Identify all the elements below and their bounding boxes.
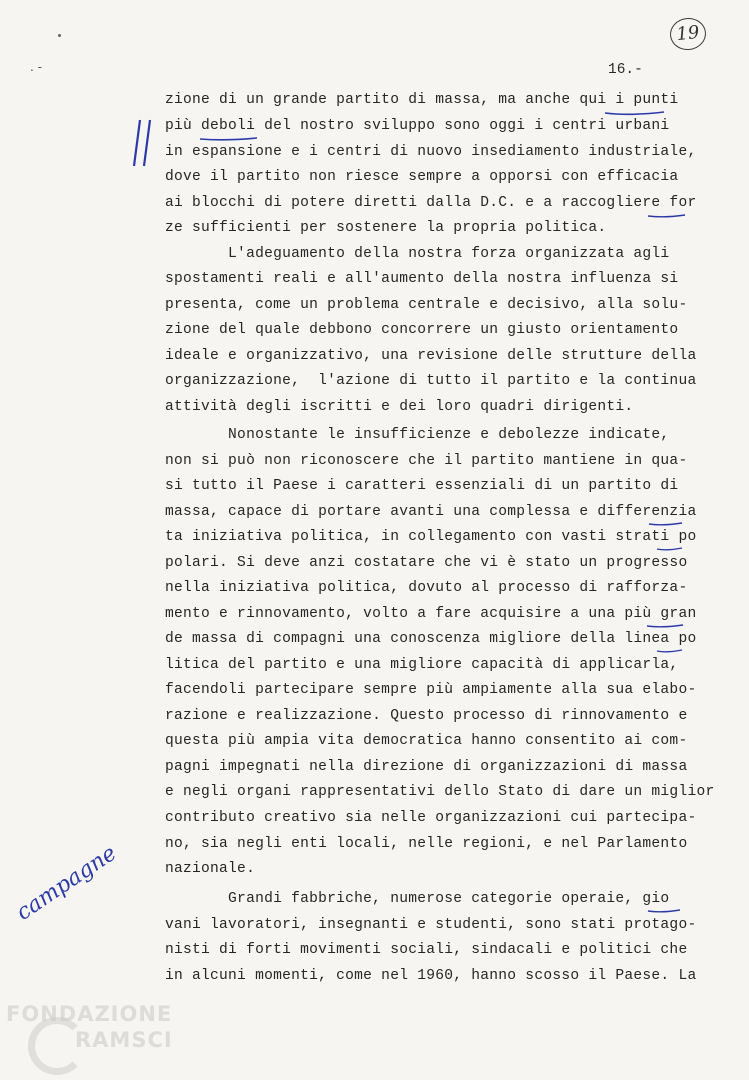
- watermark-line2: RAMSCI: [75, 1028, 173, 1052]
- text-line: zione del quale debbono concorrere un giusto orientamento: [165, 322, 679, 338]
- text-line: razione e realizzazione. Questo processo di rinnovamento e: [165, 708, 688, 724]
- text-line: de massa di compagni una conoscenza migliore della linea po: [165, 631, 697, 647]
- text-line: ideale e organizzativo, una revisione delle strutture della: [165, 348, 697, 364]
- text-line: Nonostante le insufficienze e debolezze indicate,: [165, 427, 670, 443]
- text-line: in espansione e i centri di nuovo insediamento industriale,: [165, 144, 697, 160]
- text-line: questa più ampia vita democratica hanno consentito ai com-: [165, 733, 688, 749]
- text-line: organizzazione, l'azione di tutto il partito e la continua: [165, 373, 697, 389]
- text-line: no, sia negli enti locali, nelle regioni, e nel Parlamento: [165, 836, 688, 852]
- text-line: contributo creativo sia nelle organizzazioni cui partecipa-: [165, 810, 697, 826]
- text-line: si tutto il Paese i caratteri essenziali di un partito di: [165, 478, 679, 494]
- text-line: polari. Si deve anzi costatare che vi è stato un progresso: [165, 555, 688, 571]
- text-line: e negli organi rappresentativi dello Stato di dare un miglior: [165, 784, 715, 800]
- text-line: facendoli partecipare sempre più ampiamente alla sua elabo-: [165, 682, 697, 698]
- text-line: attività degli iscritti e dei loro quadri dirigenti.: [165, 399, 634, 415]
- text-line: in alcuni momenti, come nel 1960, hanno scosso il Paese. La: [165, 968, 697, 984]
- text-line: più deboli del nostro sviluppo sono oggi i centri urbani: [165, 118, 670, 134]
- text-line: presenta, come un problema centrale e decisivo, alla solu-: [165, 297, 688, 313]
- margin-marks: . -: [30, 60, 42, 74]
- watermark-line1: FONDAZIONE: [6, 1002, 173, 1026]
- text-line: nella iniziativa politica, dovuto al processo di rafforza-: [165, 580, 688, 596]
- text-line: ze sufficienti per sostenere la propria politica.: [165, 220, 607, 236]
- text-line: ta iniziativa politica, in collegamento con vasti strati po: [165, 529, 697, 545]
- text-line: vani lavoratori, insegnanti e studenti, sono stati protago-: [165, 917, 697, 933]
- archive-watermark: [0, 995, 200, 1075]
- page-number: 16.-: [608, 62, 643, 78]
- margin-double-line-mark: [130, 118, 158, 168]
- text-line: Grandi fabbriche, numerose categorie operaie, gio: [165, 891, 670, 907]
- text-line: nisti di forti movimenti sociali, sindacali e politici che: [165, 942, 688, 958]
- text-line: non si può non riconoscere che il partito mantiene in qua-: [165, 453, 688, 469]
- text-line: zione di un grande partito di massa, ma anche qui i punti: [165, 92, 679, 108]
- margin-dot: [58, 34, 61, 37]
- text-line: spostamenti reali e all'aumento della nostra influenza si: [165, 271, 679, 287]
- text-line: pagni impegnati nella direzione di organizzazioni di massa: [165, 759, 688, 775]
- text-line: massa, capace di portare avanti una complessa e differenzia: [165, 504, 697, 520]
- text-line: nazionale.: [165, 861, 256, 877]
- folio-number: 19: [668, 16, 707, 52]
- handwritten-margin-note: campagne: [12, 840, 122, 926]
- text-line: litica del partito e una migliore capacità di applicarla,: [165, 657, 679, 673]
- text-line: dove il partito non riesce sempre a opporsi con efficacia: [165, 169, 679, 185]
- text-line: ai blocchi di potere diretti dalla D.C. e a raccogliere for: [165, 195, 697, 211]
- text-line: mento e rinnovamento, volto a fare acquisire a una più gran: [165, 606, 697, 622]
- text-line: L'adeguamento della nostra forza organizzata agli: [165, 246, 670, 262]
